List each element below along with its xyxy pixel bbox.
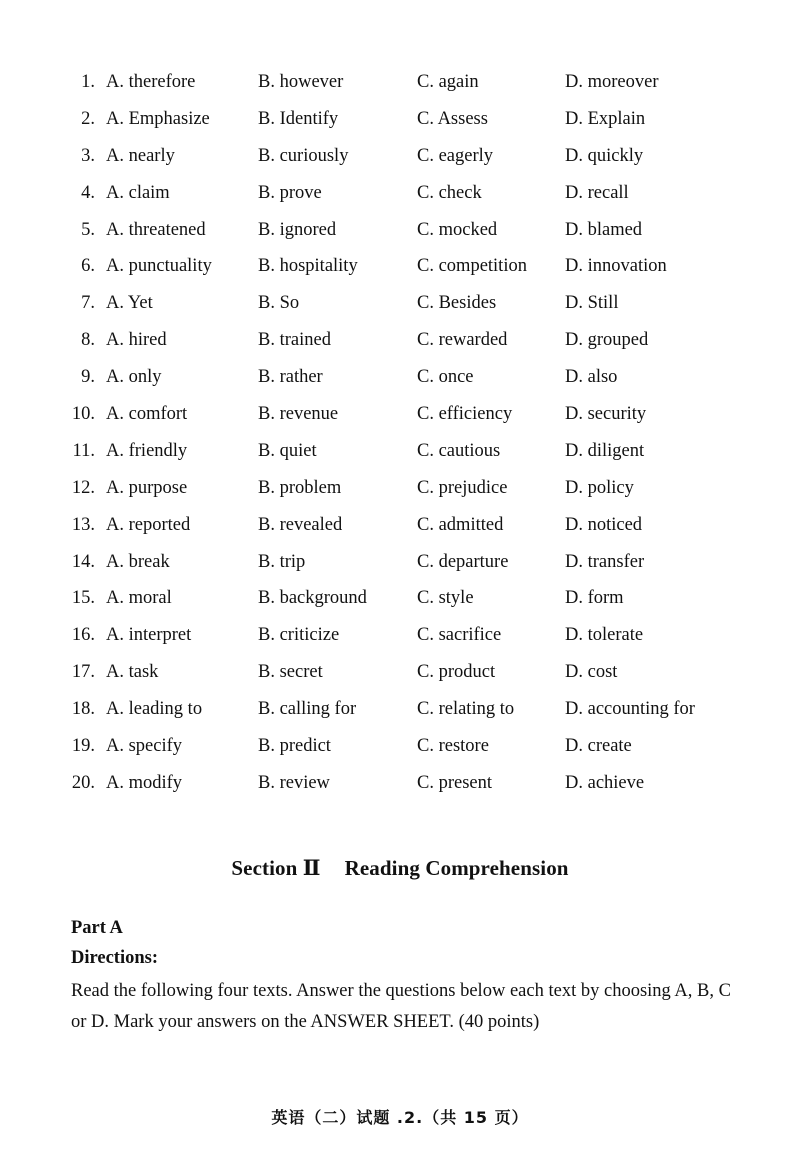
question-row bbox=[0, 691, 800, 728]
option-b: B. trip bbox=[258, 551, 306, 572]
option-c: C. present bbox=[417, 772, 493, 793]
question-number: 15. bbox=[71, 588, 95, 609]
question-number: 6. bbox=[81, 256, 95, 277]
option-c: C. efficiency bbox=[417, 404, 513, 425]
option-b: B. So bbox=[258, 293, 300, 314]
option-c: C. again bbox=[417, 72, 479, 92]
option-a: A. task bbox=[106, 662, 159, 683]
question-number: 20. bbox=[71, 772, 95, 793]
question-number: 3. bbox=[81, 145, 95, 166]
question-row bbox=[0, 175, 800, 212]
option-d: D. security bbox=[565, 404, 647, 425]
option-a: A. Yet bbox=[106, 293, 153, 314]
option-b: B. calling for bbox=[258, 699, 357, 720]
question-row bbox=[0, 212, 800, 249]
option-a: A. leading to bbox=[106, 699, 203, 720]
option-b: B. however bbox=[258, 72, 344, 92]
option-b: B. Identify bbox=[258, 108, 339, 129]
option-b: B. trained bbox=[258, 330, 331, 351]
option-a: A. interpret bbox=[106, 625, 192, 646]
option-b: B. curiously bbox=[258, 145, 349, 166]
question-row bbox=[0, 617, 800, 654]
option-a: A. purpose bbox=[106, 477, 188, 498]
option-b: B. ignored bbox=[258, 219, 337, 240]
option-a: A. threatened bbox=[106, 219, 206, 240]
option-d: D. policy bbox=[565, 477, 634, 498]
option-c: C. style bbox=[417, 588, 474, 609]
question-row bbox=[0, 101, 800, 138]
option-c: C. Besides bbox=[417, 293, 497, 314]
option-a: A. moral bbox=[106, 588, 172, 609]
option-d: D. noticed bbox=[565, 514, 643, 535]
option-a: A. modify bbox=[106, 772, 183, 793]
option-b: B. background bbox=[258, 588, 367, 609]
option-a: A. Emphasize bbox=[106, 108, 210, 129]
option-b: B. problem bbox=[258, 477, 342, 498]
question-number: 17. bbox=[71, 662, 95, 683]
option-a: A. break bbox=[106, 551, 170, 572]
question-number: 1. bbox=[81, 72, 95, 92]
part-title: Part A bbox=[71, 918, 123, 938]
option-d: D. quickly bbox=[565, 145, 644, 166]
option-a: A. punctuality bbox=[106, 256, 212, 277]
option-a: A. hired bbox=[106, 330, 167, 351]
question-row bbox=[0, 507, 800, 544]
option-b: B. rather bbox=[258, 367, 323, 388]
question-row bbox=[0, 433, 800, 470]
option-a: A. reported bbox=[106, 514, 191, 535]
option-b: B. predict bbox=[258, 736, 331, 757]
option-d: D. Explain bbox=[565, 108, 646, 129]
option-d: D. also bbox=[565, 367, 618, 388]
question-row bbox=[0, 544, 800, 581]
option-b: B. prove bbox=[258, 182, 322, 203]
option-a: A. claim bbox=[106, 182, 170, 203]
directions-label: Directions: bbox=[71, 948, 158, 968]
option-a: A. only bbox=[106, 367, 162, 388]
option-d: D. accounting for bbox=[565, 699, 695, 720]
question-number: 16. bbox=[71, 625, 95, 646]
option-c: C. prejudice bbox=[417, 477, 508, 498]
option-c: C. product bbox=[417, 662, 496, 683]
question-row bbox=[0, 359, 800, 396]
option-b: B. hospitality bbox=[258, 256, 358, 277]
cloze-options-list bbox=[0, 64, 800, 802]
option-a: A. friendly bbox=[106, 440, 188, 461]
option-c: C. cautious bbox=[417, 440, 501, 461]
option-d: D. cost bbox=[565, 662, 618, 683]
option-d: D. transfer bbox=[565, 551, 645, 572]
question-number: 18. bbox=[71, 699, 95, 720]
option-c: C. restore bbox=[417, 736, 489, 757]
question-number: 9. bbox=[81, 367, 95, 388]
question-row bbox=[0, 728, 800, 765]
question-row bbox=[0, 322, 800, 359]
option-d: D. grouped bbox=[565, 330, 649, 351]
option-c: C. once bbox=[417, 367, 474, 388]
option-d: D. form bbox=[565, 588, 624, 609]
question-row bbox=[0, 138, 800, 175]
question-row bbox=[0, 248, 800, 285]
option-b: B. criticize bbox=[258, 625, 340, 646]
option-d: D. tolerate bbox=[565, 625, 644, 646]
question-row bbox=[0, 285, 800, 322]
section-label: Section Ⅱ bbox=[231, 856, 321, 880]
question-number: 19. bbox=[71, 736, 95, 757]
question-number: 8. bbox=[81, 330, 95, 351]
question-row bbox=[0, 396, 800, 433]
question-number: 7. bbox=[81, 293, 95, 314]
option-d: D. recall bbox=[565, 182, 629, 203]
directions-text: Read the following four texts. Answer the questions below each text by choosing A, B, C or D. Mark your answers on the ANSWER SHEET. (40 points) bbox=[71, 981, 731, 1032]
option-b: B. review bbox=[258, 772, 330, 793]
question-row bbox=[0, 765, 800, 802]
question-number: 14. bbox=[71, 551, 95, 572]
option-d: D. achieve bbox=[565, 772, 645, 793]
option-c: C. mocked bbox=[417, 219, 498, 240]
option-d: D. innovation bbox=[565, 256, 667, 277]
question-row bbox=[0, 654, 800, 691]
option-d: D. moreover bbox=[565, 72, 659, 92]
option-c: C. competition bbox=[417, 256, 527, 277]
section-name: Reading Comprehension bbox=[344, 856, 569, 880]
option-b: B. revenue bbox=[258, 404, 339, 425]
question-number: 10. bbox=[71, 404, 95, 425]
question-row bbox=[0, 64, 800, 101]
option-a: A. specify bbox=[106, 736, 183, 757]
option-c: C. departure bbox=[417, 551, 509, 572]
option-a: A. comfort bbox=[106, 404, 188, 425]
question-number: 4. bbox=[81, 182, 95, 203]
option-c: C. eagerly bbox=[417, 145, 494, 166]
option-d: D. Still bbox=[565, 293, 619, 314]
option-d: D. create bbox=[565, 736, 632, 757]
page-footer: 英语（二）试题 .2.（共 15 页） bbox=[271, 1108, 529, 1127]
option-b: B. revealed bbox=[258, 514, 343, 535]
option-c: C. check bbox=[417, 182, 482, 203]
option-a: A. nearly bbox=[106, 145, 175, 166]
option-c: C. admitted bbox=[417, 514, 504, 535]
question-number: 12. bbox=[71, 477, 95, 498]
option-a: A. therefore bbox=[106, 72, 196, 92]
option-c: C. relating to bbox=[417, 699, 515, 720]
question-row bbox=[0, 580, 800, 617]
option-d: D. blamed bbox=[565, 219, 643, 240]
option-c: C. Assess bbox=[417, 108, 488, 129]
option-d: D. diligent bbox=[565, 440, 645, 461]
option-b: B. quiet bbox=[258, 440, 317, 461]
question-number: 13. bbox=[71, 514, 95, 535]
question-number: 2. bbox=[81, 108, 95, 129]
option-b: B. secret bbox=[258, 662, 323, 683]
question-row bbox=[0, 470, 800, 507]
question-number: 11. bbox=[72, 440, 95, 461]
option-c: C. rewarded bbox=[417, 330, 508, 351]
question-number: 5. bbox=[81, 219, 95, 240]
option-c: C. sacrifice bbox=[417, 625, 502, 646]
section-heading bbox=[0, 855, 800, 881]
